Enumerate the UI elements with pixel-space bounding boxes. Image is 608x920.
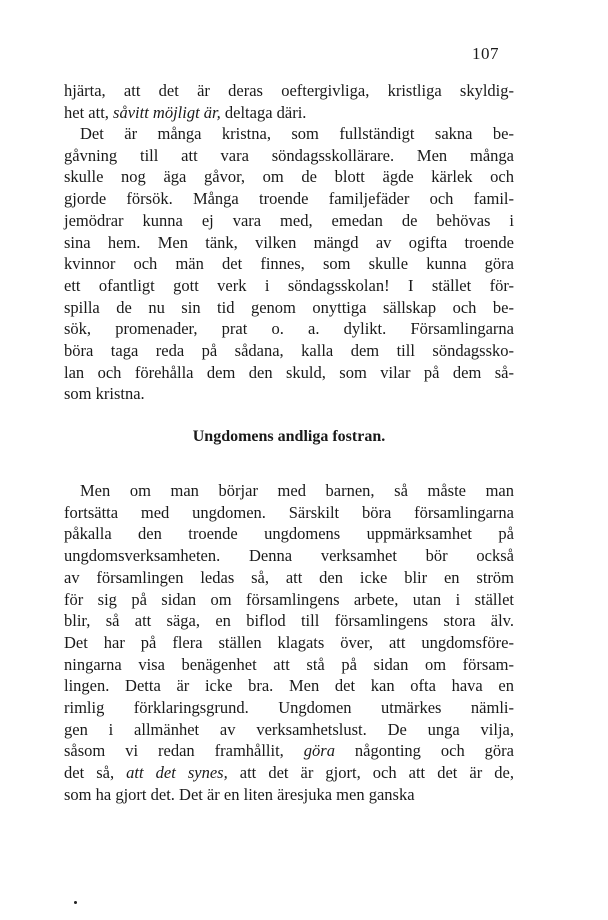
text-line: kvinnor och män det finnes, som skulle kunna göra xyxy=(64,254,514,274)
text-line: som kristna. xyxy=(64,384,145,404)
text-line: jemödrar kunna ej vara med, emedan de behövas i xyxy=(64,210,514,230)
text-line: Men om man börjar med barnen, så måste man xyxy=(80,481,514,500)
text-line: ningarna visa benägenhet att stå på sidan om försam- xyxy=(64,654,514,674)
text-line: ett ofantligt gott verk i söndagsskolan! I stället för- xyxy=(64,275,514,295)
text-line: spilla de nu sin tid genom onyttiga sällskap och be- xyxy=(64,297,514,317)
text-line: gåvning till att vara söndagsskollärare. Men många xyxy=(64,145,514,165)
text-line: skulle nog äga gåvor, om de blott ägde kärlek och xyxy=(64,167,514,187)
text-line: för sig på sidan om församlingens arbete, utan i stället xyxy=(64,589,514,609)
text-line: sök, promenader, prat o. a. dylikt. Församlingarna xyxy=(64,319,514,339)
paragraph-1 xyxy=(64,80,514,123)
text-line: sina hem. Men tänk, vilken mängd av ogifta troende xyxy=(64,232,514,252)
text-line: fortsätta med ungdomen. Särskilt böra församlingarna xyxy=(64,502,514,522)
text-line: som ha gjort det. Det är en liten äresjuka men ganska xyxy=(64,784,415,804)
print-speck xyxy=(74,901,77,904)
text-line: det så, att det synes, att det är gjort, och att det är de, xyxy=(64,763,514,783)
section-heading: Ungdomens andliga fostran. xyxy=(192,428,386,445)
paragraph-2 xyxy=(64,123,514,405)
text-line: hjärta, att det är deras oeftergivliga, kristliga skyldig- xyxy=(64,81,514,100)
text-line: böra taga reda på sådana, kalla dem till söndagssko- xyxy=(64,341,514,361)
text-line: rimlig förklaringsgrund. Ungdomen utmärkes nämli- xyxy=(64,698,514,718)
text-line: påkalla den troende ungdomens uppmärksamhet på xyxy=(64,524,514,544)
text-line: gen i allmänhet av verksamhetslust. De unga vilja, xyxy=(64,719,514,739)
text-line: Det är många kristna, som fullständigt sakna be- xyxy=(80,124,514,143)
text-line: lan och förehålla dem den skuld, som vilar på dem så- xyxy=(64,362,514,382)
page-number: 107 xyxy=(472,44,499,63)
text-line: av församlingen ledas så, att den icke blir en ström xyxy=(64,567,514,587)
text-line: blir, så att säga, en biflod till församlingens stora älv. xyxy=(64,611,514,631)
text-line: gjorde försök. Många troende familjefäder och famil- xyxy=(64,189,514,209)
text-line: såsom vi redan framhållit, göra någonting och göra xyxy=(64,741,514,761)
text-line: lingen. Detta är icke bra. Men det kan ofta hava en xyxy=(64,676,514,696)
text-line: Det har på flera ställen klagats över, att ungdomsföre- xyxy=(64,632,514,652)
text-line: ungdomsverksamheten. Denna verksamhet bör också xyxy=(64,546,514,566)
text-line: het att, såvitt möjligt är, deltaga däri. xyxy=(64,102,307,122)
paragraph-3 xyxy=(64,480,514,806)
